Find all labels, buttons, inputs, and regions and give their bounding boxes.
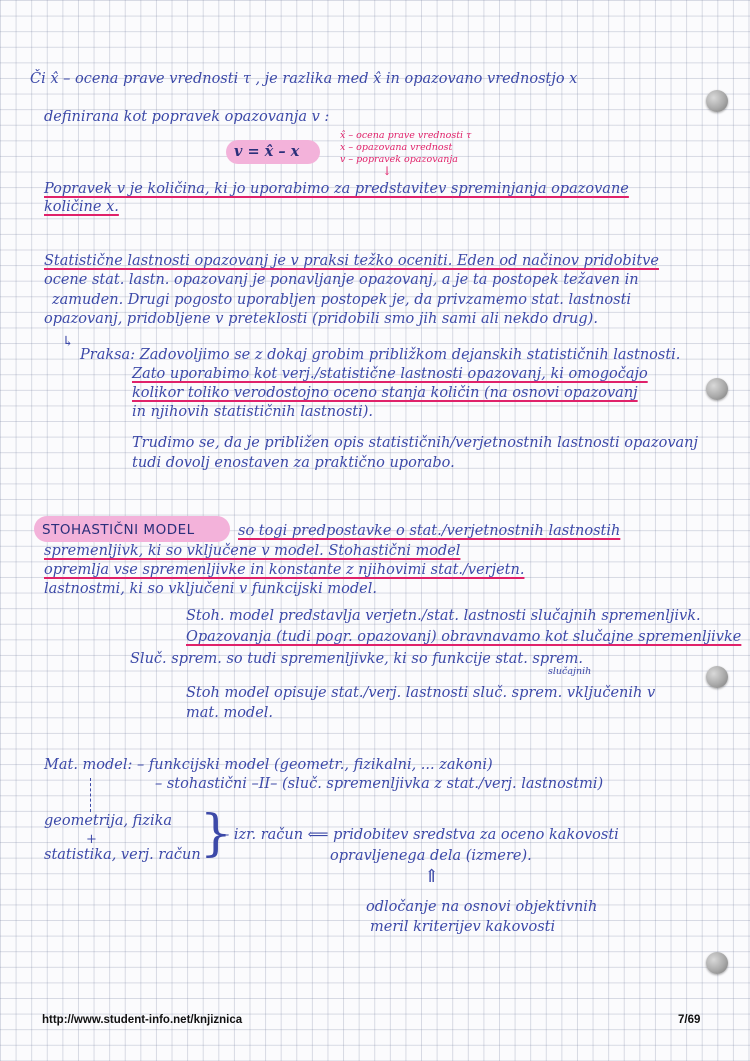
page-number: 7/69: [678, 1014, 701, 1026]
formula: v = x̂ – x: [234, 143, 300, 160]
dashed-connector: [90, 778, 91, 812]
text-line: – stohastični –II– (sluč. spremenljivka z stat./verj. lastnostmi): [155, 776, 604, 792]
footer-url[interactable]: http://www.student-info.net/knjiznica: [42, 1014, 243, 1026]
binder-hole: [706, 952, 728, 974]
text-line: so togi predpostavke o stat./verjetnostnih lastnostih: [238, 523, 621, 539]
text-line: Stoh model opisuje stat./verj. lastnosti sluč. sprem. vključenih v: [186, 685, 656, 701]
text-line: opremlja vse spremenljivke in konstante z njihovimi stat./verjetn.: [44, 562, 525, 578]
text-line: lastnostmi, ki so vključeni v funkcijski model.: [44, 581, 377, 597]
text-line: ocene stat. lastn. opazovanj je ponavljanje opazovanj, a je ta postopek težaven in: [44, 272, 639, 288]
plus-icon: +: [86, 832, 97, 847]
text-line: Trudimo se, da je približen opis statističnih/verjetnostnih lastnosti opazovanj: [132, 435, 698, 451]
text-line: geometrija, fizika: [44, 813, 173, 829]
text-line: zamuden. Drugi pogosto uporabljen postopek je, da privzamemo stat. lastnosti: [52, 292, 632, 308]
binder-hole: [706, 378, 728, 400]
curly-brace-icon: }: [200, 804, 232, 862]
text-line: količine x.: [44, 199, 119, 215]
legend-line: v – popravek opazovanja: [340, 154, 458, 165]
down-arrow-icon: ↓: [382, 164, 393, 178]
text-line: odločanje na osnovi objektivnih: [366, 899, 598, 915]
text-note: slučajnih: [548, 666, 592, 677]
legend-line: x̂ – ocena prave vrednosti τ: [340, 130, 472, 141]
text-line: Mat. model: – funkcijski model (geometr., fizikalni, ... zakoni): [44, 757, 493, 773]
text-line: in njihovih statističnih lastnosti).: [132, 404, 374, 420]
text-line: opazovanj, pridobljene v preteklosti (pridobili smo jih sami ali nekdo drug).: [44, 311, 598, 327]
text-line: Opazovanja (tudi pogr. opazovanj) obravnavamo kot slučajne spremenljivke: [186, 629, 742, 645]
binder-hole: [706, 666, 728, 688]
text-line: [44, 180, 629, 198]
section-heading: STOHASTIČNI MODEL: [42, 522, 195, 538]
text-line: – izr. račun ⟸ pridobitev sredstva za oceno kakovosti: [222, 827, 619, 843]
text-line: statistika, verj. račun: [44, 847, 201, 863]
text-fragment: za predstavitev spreminjanja opazovane: [333, 181, 629, 197]
text-line: definirana kot popravek opazovanja v :: [44, 109, 330, 125]
text-line: Sluč. sprem. so tudi spremenljivke, ki so funkcije stat. sprem.: [130, 651, 584, 667]
text-line: [44, 252, 659, 270]
text-line: Stoh. model predstavlja verjetn./stat. lastnosti slučajnih spremenljivk.: [186, 608, 701, 624]
text-line: spremenljivk, ki so vključene v model. Stohastični model: [44, 543, 461, 559]
text-line: Praksa: Zadovoljimo se z dokaj grobim približkom dejanskih statističnih lastnosti.: [80, 347, 681, 363]
text-line: opravljenega dela (izmere).: [330, 848, 532, 864]
return-arrow-icon: ↳: [62, 334, 74, 350]
text-line: meril kriterijev kakovosti: [370, 919, 556, 935]
legend-line: x – opazovana vrednost: [340, 142, 453, 153]
up-arrow-icon: ⇑: [424, 866, 440, 887]
text-line: tudi dovolj enostaven za praktično uporabo.: [132, 455, 455, 471]
text-fragment: Popravek v je količina, ki jo uporabimo: [44, 181, 334, 197]
text-fragment: Statistične lastnosti opazovanj je v praksi težko oceniti. Eden od načinov pridobitve: [44, 253, 659, 269]
text-line: mat. model.: [186, 705, 274, 721]
text-line: kolikor toliko verodostojno oceno stanja količin (na osnovi opazovanj: [132, 385, 638, 401]
binder-hole: [706, 90, 728, 112]
text-line: Či x̂ – ocena prave vrednosti τ , je razlika med x̂ in opazovano vrednostjo x: [30, 71, 578, 87]
text-line: Zato uporabimo kot verj./statistične lastnosti opazovanj, ki omogočajo: [132, 366, 648, 382]
